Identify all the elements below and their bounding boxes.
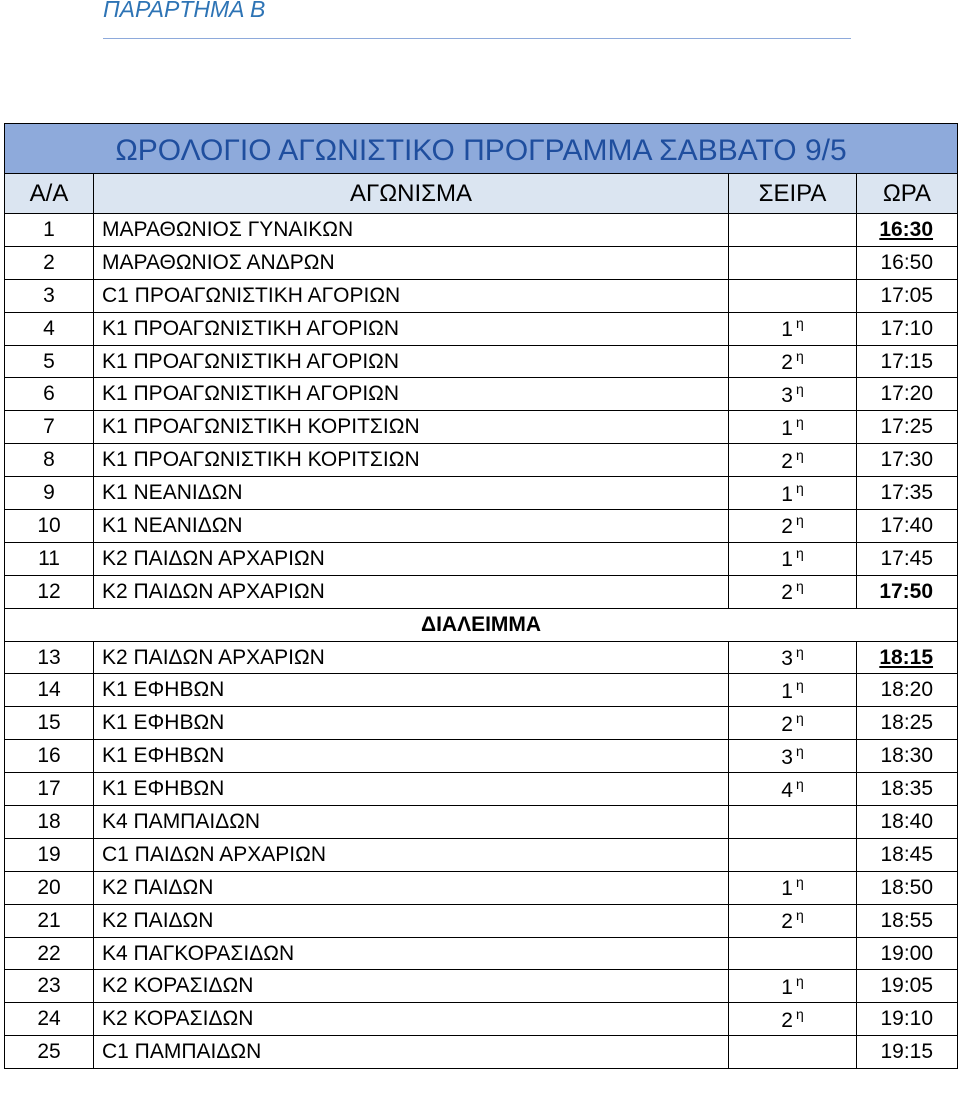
schedule-table: [4, 123, 958, 1069]
series-suffix: η: [795, 446, 804, 463]
row-series: [729, 937, 857, 970]
row-series: [729, 740, 857, 773]
row-time: [857, 542, 958, 575]
table-title: ΩΡΟΛΟΓΙΟ ΑΓΩΝΙΣΤΙΚΟ ΠΡΟΓΡΑΜΜΑ ΣΑΒΒΑΤΟ 9/5: [5, 124, 958, 174]
row-event: Κ2 ΠΑΙΔΩΝ ΑΡΧΑΡΙΩΝ: [94, 641, 729, 674]
row-event: Κ1 ΕΦΗΒΩΝ: [94, 773, 729, 806]
row-time: [857, 1036, 958, 1069]
row-number: 16: [5, 740, 94, 773]
row-series: [729, 674, 857, 707]
row-time: [857, 871, 958, 904]
series-number: 3: [781, 745, 793, 769]
table-row: [5, 1036, 958, 1069]
series-suffix: η: [795, 907, 804, 924]
row-series: [729, 214, 857, 247]
time-value: 17:35: [880, 481, 934, 505]
series-suffix: η: [795, 775, 804, 792]
row-number: 24: [5, 1003, 94, 1036]
row-number: 9: [5, 477, 94, 510]
row-event: Κ2 ΚΟΡΑΣΙΔΩΝ: [94, 970, 729, 1003]
row-series: [729, 904, 857, 937]
series-number: 3: [781, 647, 793, 671]
series-number: 1: [781, 318, 793, 342]
row-event: Κ1 ΠΡΟΑΓΩΝΙΣΤΙΚΗ ΑΓΟΡΙΩΝ: [94, 345, 729, 378]
time-value: 19:10: [880, 1007, 934, 1031]
table-row: [5, 707, 958, 740]
row-event: Κ1 ΕΦΗΒΩΝ: [94, 740, 729, 773]
series-number: 4: [781, 778, 793, 802]
time-value: 17:15: [880, 349, 934, 373]
time-value: 18:15: [879, 645, 934, 669]
series-suffix: η: [795, 644, 804, 661]
row-time: [857, 970, 958, 1003]
series-number: 2: [781, 581, 793, 605]
row-series: [729, 345, 857, 378]
row-number: 7: [5, 411, 94, 444]
row-time: [857, 904, 958, 937]
row-time: [857, 510, 958, 543]
row-number: 21: [5, 904, 94, 937]
series-suffix: η: [795, 315, 804, 332]
header-series: ΣΕΙΡΑ: [729, 174, 857, 214]
time-value: 17:30: [880, 448, 934, 472]
row-event: C1 ΠΑΙΔΩΝ ΑΡΧΑΡΙΩΝ: [94, 838, 729, 871]
row-time: [857, 312, 958, 345]
row-event: Κ2 ΠΑΙΔΩΝ: [94, 904, 729, 937]
row-time: [857, 411, 958, 444]
series-suffix: η: [795, 413, 804, 430]
row-event: Κ2 ΠΑΙΔΩΝ ΑΡΧΑΡΙΩΝ: [94, 542, 729, 575]
row-time: [857, 444, 958, 477]
row-time: [857, 937, 958, 970]
series-number: 3: [781, 383, 793, 407]
series-number: 2: [781, 351, 793, 374]
row-series: [729, 871, 857, 904]
row-series: [729, 1036, 857, 1069]
table-row: [5, 510, 958, 543]
row-event: Κ1 ΕΦΗΒΩΝ: [94, 674, 729, 707]
series-number: 2: [781, 515, 793, 539]
series-suffix: η: [795, 578, 804, 595]
row-number: 12: [5, 575, 94, 608]
title-row: [5, 124, 958, 174]
row-number: 14: [5, 674, 94, 707]
table-row: [5, 1003, 958, 1036]
row-time: [857, 279, 958, 312]
table-row: [5, 444, 958, 477]
table-row: [5, 970, 958, 1003]
row-number: 20: [5, 871, 94, 904]
row-event: ΜΑΡΑΘΩΝΙΟΣ ΓΥΝΑΙΚΩΝ: [94, 214, 729, 247]
row-time: [857, 674, 958, 707]
series-number: 2: [781, 910, 793, 934]
table-row: [5, 246, 958, 279]
row-time: [857, 1003, 958, 1036]
row-number: 6: [5, 378, 94, 411]
row-number: 4: [5, 312, 94, 345]
series-suffix: η: [795, 709, 804, 726]
time-value: 18:50: [880, 875, 934, 899]
time-value: 17:20: [880, 382, 934, 406]
series-suffix: η: [795, 1005, 804, 1022]
time-value: 19:05: [880, 974, 934, 998]
row-time: [857, 641, 958, 674]
row-series: [729, 411, 857, 444]
row-series: [729, 575, 857, 608]
time-value: 17:25: [880, 415, 934, 439]
break-label: ΔΙΑΛΕΙΜΜΑ: [5, 608, 958, 641]
row-time: [857, 477, 958, 510]
row-series: [729, 641, 857, 674]
appendix-underline: [103, 38, 851, 39]
row-number: 13: [5, 641, 94, 674]
table-row: [5, 279, 958, 312]
row-time: [857, 345, 958, 378]
row-series: [729, 806, 857, 839]
schedule-body: [5, 124, 958, 1069]
row-series: [729, 510, 857, 543]
row-series: [729, 246, 857, 279]
time-value: 18:30: [880, 744, 934, 768]
table-row: [5, 641, 958, 674]
row-series: [729, 773, 857, 806]
row-series: [729, 312, 857, 345]
appendix-title: ΠΑΡΑΡΤΗΜΑ Β: [103, 0, 266, 22]
series-number: 1: [781, 975, 793, 999]
row-time: [857, 838, 958, 871]
table-row: [5, 838, 958, 871]
time-value: 17:10: [880, 316, 934, 340]
table-row: [5, 740, 958, 773]
series-suffix: η: [795, 380, 804, 397]
series-number: 1: [781, 482, 793, 506]
row-series: [729, 838, 857, 871]
header-row: [5, 174, 958, 214]
table-row: [5, 345, 958, 378]
series-suffix: η: [795, 512, 804, 529]
series-suffix: η: [795, 742, 804, 759]
table-row: [5, 312, 958, 345]
table-row: [5, 937, 958, 970]
table-row: [5, 214, 958, 247]
row-event: Κ1 ΝΕΑΝΙΔΩΝ: [94, 477, 729, 510]
row-series: [729, 970, 857, 1003]
time-value: 18:55: [880, 908, 934, 932]
row-time: [857, 246, 958, 279]
table-row: [5, 871, 958, 904]
row-event: C1 ΠΑΜΠΑΙΔΩΝ: [94, 1036, 729, 1069]
table-row: [5, 674, 958, 707]
row-time: [857, 707, 958, 740]
row-series: [729, 707, 857, 740]
row-event: Κ2 ΠΑΙΔΩΝ ΑΡΧΑΡΙΩΝ: [94, 575, 729, 608]
row-series: [729, 378, 857, 411]
break-row: [5, 608, 958, 641]
time-value: 16:30: [879, 217, 934, 241]
row-number: 15: [5, 707, 94, 740]
row-event: Κ2 ΠΑΙΔΩΝ: [94, 871, 729, 904]
series-suffix: η: [795, 874, 804, 891]
table-row: [5, 477, 958, 510]
table-row: [5, 904, 958, 937]
row-number: 19: [5, 838, 94, 871]
row-event: Κ1 ΕΦΗΒΩΝ: [94, 707, 729, 740]
series-number: 1: [781, 548, 793, 572]
row-event: Κ1 ΠΡΟΑΓΩΝΙΣΤΙΚΗ ΑΓΟΡΙΩΝ: [94, 312, 729, 345]
time-value: 18:45: [880, 842, 934, 866]
time-value: 17:05: [880, 283, 934, 307]
table-row: [5, 773, 958, 806]
time-value: 16:50: [880, 250, 934, 274]
series-number: 2: [781, 712, 793, 736]
header-event: ΑΓΩΝΙΣΜΑ: [94, 174, 729, 214]
row-event: ΜΑΡΑΘΩΝΙΟΣ ΑΝΔΡΩΝ: [94, 246, 729, 279]
row-number: 3: [5, 279, 94, 312]
row-number: 2: [5, 246, 94, 279]
series-number: 2: [781, 449, 793, 473]
row-event: Κ1 ΠΡΟΑΓΩΝΙΣΤΙΚΗ ΑΓΟΡΙΩΝ: [94, 378, 729, 411]
row-time: [857, 214, 958, 247]
time-value: 18:40: [880, 809, 934, 833]
row-event: C1 ΠΡΟΑΓΩΝΙΣΤΙΚΗ ΑΓΟΡΙΩΝ: [94, 279, 729, 312]
series-suffix: η: [795, 972, 804, 989]
row-event: Κ1 ΠΡΟΑΓΩΝΙΣΤΙΚΗ ΚΟΡΙΤΣΙΩΝ: [94, 411, 729, 444]
series-number: 1: [781, 416, 793, 440]
header-time: ΩΡΑ: [857, 174, 958, 214]
row-time: [857, 773, 958, 806]
header-aa: Α/Α: [5, 174, 94, 214]
series-number: 1: [781, 877, 793, 901]
series-number: 1: [781, 679, 793, 703]
row-number: 25: [5, 1036, 94, 1069]
row-event: Κ4 ΠΑΜΠΑΙΔΩΝ: [94, 806, 729, 839]
row-number: 8: [5, 444, 94, 477]
table-row: [5, 378, 958, 411]
row-time: [857, 806, 958, 839]
time-value: 18:20: [880, 678, 934, 702]
time-value: 18:25: [880, 711, 934, 735]
time-value: 19:15: [880, 1040, 934, 1064]
time-value: 17:40: [880, 513, 934, 537]
series-suffix: η: [795, 348, 804, 364]
row-time: [857, 378, 958, 411]
row-event: Κ2 ΚΟΡΑΣΙΔΩΝ: [94, 1003, 729, 1036]
row-number: 23: [5, 970, 94, 1003]
table-row: [5, 806, 958, 839]
row-number: 5: [5, 345, 94, 378]
series-number: 2: [781, 1008, 793, 1032]
time-value: 17:45: [880, 546, 934, 570]
series-suffix: η: [795, 479, 804, 496]
row-event: Κ1 ΝΕΑΝΙΔΩΝ: [94, 510, 729, 543]
row-number: 18: [5, 806, 94, 839]
time-value: 18:35: [880, 777, 934, 801]
table-row: [5, 411, 958, 444]
row-time: [857, 740, 958, 773]
row-number: 11: [5, 542, 94, 575]
series-suffix: η: [795, 676, 804, 693]
table-row: [5, 575, 958, 608]
row-event: Κ1 ΠΡΟΑΓΩΝΙΣΤΙΚΗ ΚΟΡΙΤΣΙΩΝ: [94, 444, 729, 477]
row-series: [729, 477, 857, 510]
row-series: [729, 542, 857, 575]
row-series: [729, 279, 857, 312]
time-value: 17:50: [879, 579, 934, 603]
row-series: [729, 444, 857, 477]
row-number: 1: [5, 214, 94, 247]
row-number: 10: [5, 510, 94, 543]
row-number: 22: [5, 937, 94, 970]
time-value: 19:00: [880, 941, 934, 965]
row-series: [729, 1003, 857, 1036]
table-row: [5, 542, 958, 575]
row-time: [857, 575, 958, 608]
row-event: Κ4 ΠΑΓΚΟΡΑΣΙΔΩΝ: [94, 937, 729, 970]
series-suffix: η: [795, 545, 804, 562]
row-number: 17: [5, 773, 94, 806]
